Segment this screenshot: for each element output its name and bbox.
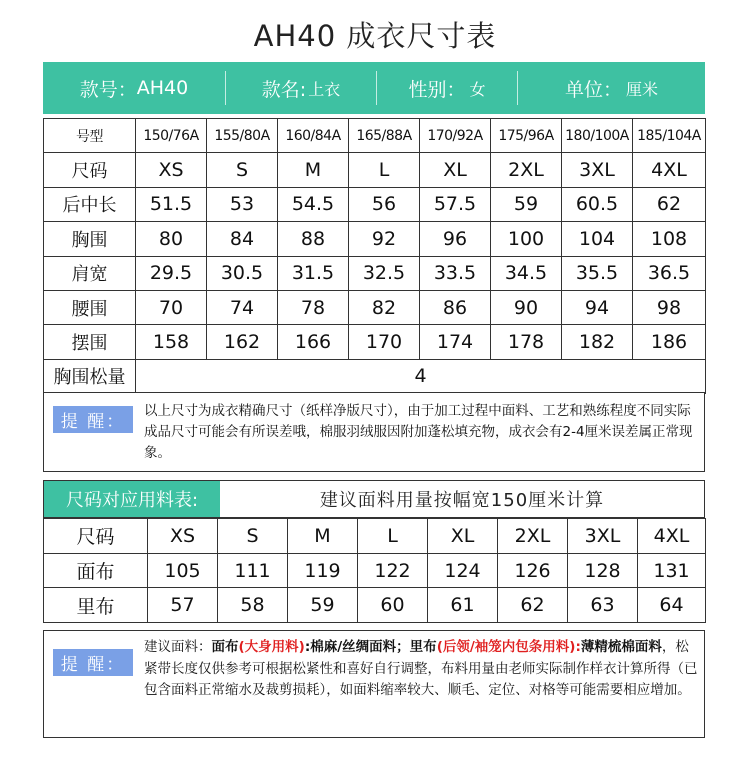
size-cell: 160/84A (278, 119, 349, 153)
size-cell: 96 (420, 222, 491, 256)
size-cell: 175/96A (491, 119, 562, 153)
outer-fabric-usage: (大身用料) (238, 639, 305, 655)
usage-cell: 60 (358, 588, 428, 623)
size-cell: 180/100A (562, 119, 633, 153)
unit (518, 62, 705, 114)
size-cell: 155/80A (207, 119, 278, 153)
usage-cell: 64 (638, 588, 706, 623)
fabric-reminder-body: ，松紧带长度仅供参考可根据松紧性和喜好自行调整，布料用量由老师实际制作样衣计算所得（已包含面料正常缩水及裁剪损耗），如面料缩率较大、顺毛、定位、对格等可能需要相应增加。 (144, 639, 698, 698)
usage-cell: 122 (358, 553, 428, 588)
row-header: 胸围 (44, 222, 136, 256)
size-cell: 34.5 (491, 256, 562, 290)
size-cell: 182 (562, 325, 633, 359)
size-cell: 74 (207, 290, 278, 324)
size-header-cell: S (218, 519, 288, 554)
usage-row (44, 553, 706, 588)
row-header: 后中长 (44, 187, 136, 221)
size-cell: 88 (278, 222, 349, 256)
usage-cell: 126 (498, 553, 568, 588)
fabric-usage-table (43, 518, 706, 623)
style-number-value: AH40 (136, 77, 189, 99)
size-cell: 4XL (633, 153, 706, 187)
usage-row (44, 588, 706, 623)
size-cell: 59 (491, 187, 562, 221)
outer-fabric-material: :棉麻/丝绸面料；里布 (304, 639, 437, 655)
size-cell: 104 (562, 222, 633, 256)
size-cell: 3XL (562, 153, 633, 187)
size-cell: 174 (420, 325, 491, 359)
size-header-cell: L (358, 519, 428, 554)
size-cell: 186 (633, 325, 706, 359)
size-cell: 165/88A (349, 119, 420, 153)
size-cell: L (349, 153, 420, 187)
size-cell: 51.5 (136, 187, 207, 221)
size-cell: 80 (136, 222, 207, 256)
size-cell: 158 (136, 325, 207, 359)
size-cell: 57.5 (420, 187, 491, 221)
size-cell: XS (136, 153, 207, 187)
size-cell: S (207, 153, 278, 187)
size-cell: 2XL (491, 153, 562, 187)
size-table-row (44, 187, 706, 221)
style-number-label: 款号： (79, 78, 137, 101)
size-cell: 185/104A (633, 119, 706, 153)
size-cell: 29.5 (136, 256, 207, 290)
size-table-row (44, 153, 706, 187)
chest-ease-row (44, 359, 706, 393)
size-header-cell: M (288, 519, 358, 554)
usage-cell: 57 (148, 588, 218, 623)
fabric-usage-header (43, 480, 705, 518)
usage-cell: 59 (288, 588, 358, 623)
size-cell: 62 (633, 187, 706, 221)
usage-cell: 105 (148, 553, 218, 588)
row-header: 腰围 (44, 290, 136, 324)
size-table-row (44, 325, 706, 359)
size-cell: 54.5 (278, 187, 349, 221)
usage-cell: 111 (218, 553, 288, 588)
size-cell: 170 (349, 325, 420, 359)
reminder-tag: 提 醒： (53, 649, 133, 676)
size-cell: 98 (633, 290, 706, 324)
usage-cell: 124 (428, 553, 498, 588)
usage-cell: 63 (568, 588, 638, 623)
fabric-reminder-text (144, 637, 699, 702)
row-header: 摆围 (44, 325, 136, 359)
size-table-row (44, 290, 706, 324)
size-header-cell: XL (428, 519, 498, 554)
size-cell: 35.5 (562, 256, 633, 290)
usage-cell: 62 (498, 588, 568, 623)
size-header-cell: XS (148, 519, 218, 554)
size-cell: 36.5 (633, 256, 706, 290)
size-cell: 170/92A (420, 119, 491, 153)
size-cell: 178 (491, 325, 562, 359)
page-title: AH40 成衣尺寸表 (253, 19, 497, 53)
size-cell: 78 (278, 290, 349, 324)
usage-cell: 131 (638, 553, 706, 588)
style-name-label: 款名: (261, 78, 307, 101)
usage-cell: 119 (288, 553, 358, 588)
size-reminder-text: 以上尺寸为成衣精确尺寸（纸样净版尺寸），由于加工过程中面料、工艺和熟练程度不同实际成品尺寸可能会有所误差哦，棉服羽绒服因附加蓬松填充物，成衣会有2-4厘米误差属正常现象。 (144, 403, 693, 461)
size-cell: 82 (349, 290, 420, 324)
size-cell: 92 (349, 222, 420, 256)
size-cell: 56 (349, 187, 420, 221)
size-reminder-box (43, 392, 705, 472)
chest-ease-value: 4 (136, 359, 706, 393)
outer-fabric-label: 面布 (211, 639, 239, 655)
fabric-suggest-label: 建议面料： (144, 639, 212, 655)
size-cell: 162 (207, 325, 278, 359)
usage-cell: 58 (218, 588, 288, 623)
size-cell: XL (420, 153, 491, 187)
style-name (226, 62, 376, 114)
size-header-cell: 2XL (498, 519, 568, 554)
size-cell: 31.5 (278, 256, 349, 290)
row-header: 尺码 (44, 153, 136, 187)
reminder-tag: 提 醒： (53, 406, 133, 433)
usage-header-row (44, 519, 706, 554)
row-header: 面布 (44, 553, 148, 588)
size-cell: 33.5 (420, 256, 491, 290)
size-header-cell: 4XL (638, 519, 706, 554)
chest-ease-label: 胸围松量 (44, 359, 136, 393)
size-table-row (44, 256, 706, 290)
gender-value: 女 (469, 79, 486, 99)
style-name-value: 上衣 (308, 79, 341, 99)
size-header-cell: 3XL (568, 519, 638, 554)
unit-label: 单位： (564, 78, 622, 101)
size-cell: 70 (136, 290, 207, 324)
size-cell: 94 (562, 290, 633, 324)
usage-cell: 128 (568, 553, 638, 588)
size-cell: 84 (207, 222, 278, 256)
gender (377, 62, 517, 114)
fabric-reminder-box (43, 630, 705, 738)
size-cell: 60.5 (562, 187, 633, 221)
size-cell: 90 (491, 290, 562, 324)
size-cell: 100 (491, 222, 562, 256)
size-cell: 108 (633, 222, 706, 256)
size-table-row (44, 222, 706, 256)
row-header: 号型 (44, 119, 136, 153)
unit-value: 厘米 (626, 79, 659, 99)
size-cell: 150/76A (136, 119, 207, 153)
row-header: 里布 (44, 588, 148, 623)
spec-header-bar (43, 62, 705, 114)
size-cell: 86 (420, 290, 491, 324)
size-table (43, 118, 706, 394)
lining-material: 薄精梳棉面料 (580, 639, 662, 655)
size-cell: 32.5 (349, 256, 420, 290)
row-header: 肩宽 (44, 256, 136, 290)
size-cell: 30.5 (207, 256, 278, 290)
usage-cell: 61 (428, 588, 498, 623)
size-cell: 53 (207, 187, 278, 221)
row-header: 尺码 (44, 519, 148, 554)
size-table-row (44, 119, 706, 153)
style-number (43, 62, 225, 114)
size-cell: M (278, 153, 349, 187)
lining-usage: (后领/袖笼内包条用料): (436, 639, 581, 655)
gender-label: 性别： (408, 78, 466, 101)
size-cell: 166 (278, 325, 349, 359)
fabric-usage-note: 建议面料用量按幅宽150厘米计算 (319, 490, 605, 511)
fabric-usage-title: 尺码对应用料表: (44, 481, 220, 517)
